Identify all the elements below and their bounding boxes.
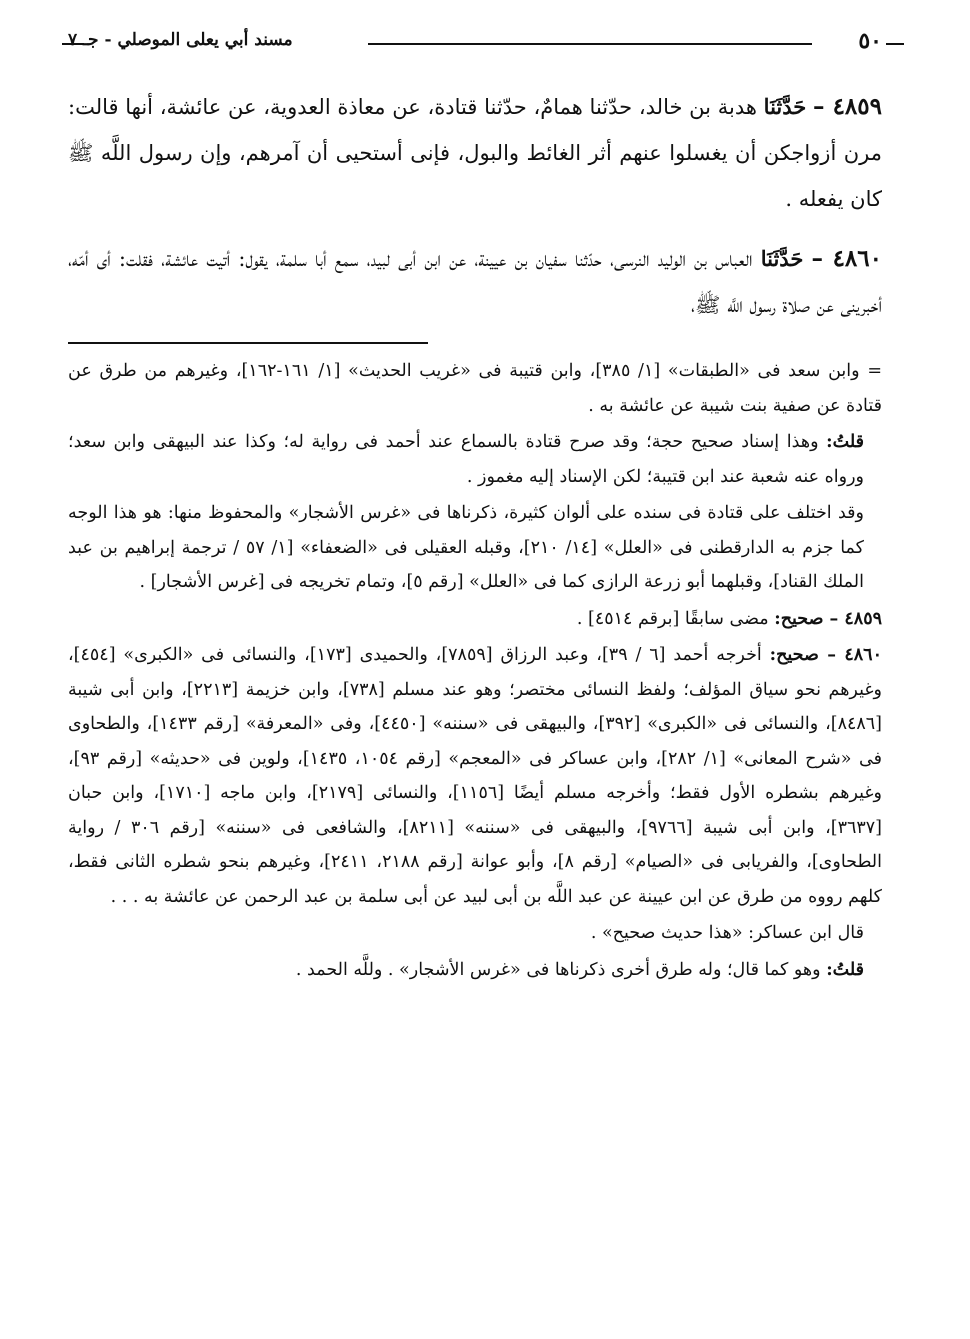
hadith-number: ٤٨٥٩ –	[813, 93, 882, 120]
footnote-qultu	[68, 425, 882, 494]
hadith-4860	[68, 236, 882, 328]
header-rule	[368, 43, 812, 45]
footnote-lead: ٤٨٦٠ – صحيح:	[769, 645, 882, 665]
footnote-continuation: = وابن سعد فى «الطبقات» [١/ ٣٨٥]، وابن قتيبة فى «غريب الحديث» [١/ ١٦١-١٦٢]، وغيرهم من طرق عن قتادة عن صفية بنت شيبة عن عائشة به .	[68, 361, 882, 416]
page-header	[68, 22, 882, 66]
hadith-4859	[68, 84, 882, 222]
footnote-ikhtilaf: وقد اختلف على قتادة فى سنده على ألوان كثيرة، ذكرناها فى «غرس الأشجار» والمحفوظ منها: هو هذا الوجه كما جزم به الدارقطنى فى «العلل» [١٤/ ٢١٠]، وقبله العقيلى فى «الضعفاء» [١/ ٥٧ / ترجمة إبراهيم بن عبد الملك القناد]، وقبلهما أبو زرعة الرازى كما فى «العلل» [رقم ٥]، وتمام تخريجه فى [غرس الأشجار] .	[68, 503, 865, 592]
book-title: مسند أبي يعلى الموصلي - جـ ٧	[68, 30, 293, 50]
hadith-number: ٤٨٦٠ –	[811, 245, 882, 272]
footnote-lead: قلتُ:	[826, 432, 864, 452]
hadith-lead: حَدَّثَنَا	[760, 246, 804, 271]
footnote-text: وهو كما قال؛ وله طرق أخرى ذكرناها فى «غرس الأشجار» . وللَّه الحمد .	[295, 959, 821, 980]
hadith-lead: حَدَّثَنَا	[763, 94, 807, 119]
footnote-text: وهذا إسناد صحيح حجة؛ وقد صرح قتادة بالسماع عند أحمد فى رواية له؛ وكذا عند البيهقى وابن سعد؛ ورواه عنه شعبة عند ابن قتيبة؛ لكن الإسناد إليه مغموز .	[68, 432, 864, 487]
footnote-separator	[68, 342, 428, 344]
footnote-text: أخرجه أحمد [٦ / ٣٩]، وعبد الرزاق [٧٨٥٩]، والحميدى [١٧٣]، والنسائى فى «الكبرى» [٤٥٤]، وغيرهم نحو سياق المؤلف؛ ولفظ النسائى مختصر؛ وهو عند مسلم [٧٣٨]، وابن خزيمة [٢٢١٣]، وابن أبى شيبة [٨٤٨٦]، والنسائى فى «الكبرى» [٣٩٢]، والبيهقى فى «سننه» [٤٤٥٠]، وفى «المعرفة» [رقم ١٤٣٣]، والطحاوى فى «شرح المعانى» [١/ ٢٨٢]، وابن عساكر فى «المعجم» [رقم ١٠٥٤، ١٤٣٥]، ولوين فى «حديثه» [رقم ٩٣]، وغيرهم بشطره الأول فقط؛ وأخرجه مسلم أيضًا [١١٥٦]، والنسائى [٢١٧٩]، وابن ماجه [١٧١٠]، وابن حبان [٣٦٣٧]، وابن أبى شيبة [٩٧٦٦]، والبيهقى فى «سننه» [٨٢١١]، والشافعى فى «سننه» [رقم ٣٠٦ / رواية الطحاوى]، والفريابى فى «الصيام» [رقم ٨]، وأبو عوانة [رقم ٢١٨٨، ٢٤١١]، وغيرهم بنحو شطره الثانى فقط، كلهم رووه من طرق عن ابن عيينة عن عبد اللَّه بن أبى لبيد عن أبى سلمة بن عبد الرحمن عن عائشة به . . .	[68, 645, 883, 907]
header-rule-right	[886, 43, 904, 45]
footnotes	[68, 354, 882, 987]
footnote-4859	[68, 602, 882, 637]
page-number: ٥٠	[858, 28, 882, 54]
footnote-lead: ٤٨٥٩ – صحيح:	[774, 608, 882, 629]
footnote-text: مضى سابقًا [برقم ٤٥١٤] .	[576, 608, 769, 629]
hadith-text: العباس بن الوليد النرسى، حدّثنا سفيان بن عيينة، عن ابن أبى لبيد، سمع أبا سلمة، يقول: أتيت عائشة، فقلت: أى أمّه، أخبرينى عن صلاة رسول اللَّه ﷺ،	[68, 247, 882, 317]
footnote-ibn-asakir: قال ابن عساكر: «هذا حديث صحيح» .	[590, 923, 864, 943]
page	[68, 22, 882, 1309]
main-text	[68, 84, 882, 328]
header-rule-left	[62, 43, 84, 45]
footnote-final	[68, 953, 882, 988]
hadith-text: هدبة بن خالد، حدّثنا همامٌ، حدّثنا قتادة، عن معاذة العدوية، عن عائشة، أنها قالت: مرن أزواجكن أن يغسلوا عنهم أثر الغائط والبول، فإنى أستحيى أن آمرهم، وإن رسول اللَّه ﷺ كان يفعله .	[68, 95, 882, 211]
footnote-lead: قلتُ:	[826, 959, 864, 980]
footnote-4860	[68, 638, 882, 914]
